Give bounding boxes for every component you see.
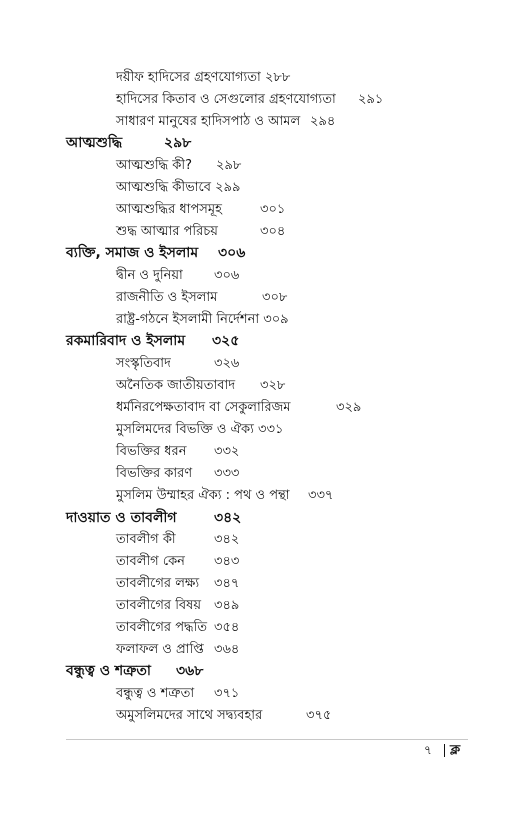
- toc-entry-title: হাদিসের কিতাব ও সেগুলোর গ্রহণযোগ্যতা: [116, 92, 336, 107]
- toc-section-page: ৩৪২: [214, 510, 242, 526]
- toc-entry-title: আত্মশুদ্ধি কী?: [116, 158, 192, 173]
- toc-section-page: ২৯৮: [164, 135, 192, 151]
- toc-section-page: ৩০৬: [218, 245, 246, 261]
- toc-entry-page: ৩৪৭: [214, 576, 240, 591]
- toc-entry-page: ৩৩৭: [308, 488, 334, 503]
- toc-entry-page: ৩০৮: [262, 290, 288, 305]
- toc-entry-title: তাবলীগের পদ্ধতি: [116, 620, 208, 635]
- toc-entry-title: অনৈতিক জাতীয়তাবাদ: [116, 378, 236, 393]
- page-number: ৭: [424, 743, 432, 757]
- toc-section-page: ৩৬৮: [176, 663, 204, 679]
- toc-entry-title: মুসলিম উম্মাহর ঐক্য : পথ ও পন্থা: [116, 488, 290, 503]
- toc-entry-page: ৩২৮: [260, 378, 286, 393]
- toc-section-page: ৩২৫: [212, 333, 240, 349]
- toc-entry-title: তাবলীগ কী: [116, 532, 176, 547]
- toc-entry-title: সাধারণ মানুষের হাদিসপাঠ ও আমল: [116, 114, 301, 129]
- toc-entry-page: ৩৪২: [214, 532, 240, 547]
- toc-entry-title: আত্মশুদ্ধির ধাপসমূহ: [116, 202, 222, 217]
- toc-entry-title: সংস্কৃতিবাদ: [116, 356, 171, 371]
- toc-entry-title: আত্মশুদ্ধি কীভাবে ২৯৯: [116, 180, 241, 195]
- toc-entry-title: মুসলিমদের বিভক্তি ও ঐক্য ৩৩১: [116, 422, 284, 437]
- toc-entry-page: ৩৭১: [214, 686, 240, 701]
- toc-entry-page: ২৯১: [358, 92, 384, 107]
- toc-entry-page: ৩৩২: [214, 444, 240, 459]
- toc-section-title: দাওয়াত ও তাবলীগ: [66, 510, 177, 526]
- toc-entry-title: ফলাফল ও প্রাপ্তি: [116, 642, 204, 657]
- toc-entry-page: ৩২৯: [336, 400, 362, 415]
- toc-entry-page: ৩৫৪: [214, 620, 240, 635]
- toc-entry-title: ধর্মনিরপেক্ষতাবাদ বা সেকুলারিজম: [116, 400, 291, 415]
- toc-entry-title: তাবলীগ কেন: [116, 554, 185, 569]
- toc-entry-title: দয়ীফ হাদিসের গ্রহণযোগ্যতা ২৮৮: [116, 70, 291, 85]
- toc-section-title: আত্মশুদ্ধি: [66, 135, 123, 151]
- toc-section-title: ব্যক্তি, সমাজ ও ইসলাম: [66, 245, 199, 261]
- toc-entry-page: ৩৪৩: [214, 554, 240, 569]
- toc-entry-title: শুদ্ধ আত্মার পরিচয়: [116, 224, 218, 239]
- toc-entry-title: বন্ধুত্ব ও শত্রুতা: [116, 686, 195, 701]
- toc-entry-title: বিভক্তির কারণ: [116, 466, 193, 481]
- toc-entry-title: বিভক্তির ধরন: [116, 444, 187, 459]
- toc-section-title: বন্ধুত্ব ও শত্রুতা: [66, 663, 151, 679]
- toc-entry-title: দ্বীন ও দুনিয়া: [116, 268, 183, 283]
- toc-entry-title: তাবলীগের বিষয়: [116, 598, 201, 613]
- toc-entry-page: ৩৭৫: [306, 708, 332, 723]
- toc-entry-page: ৩০৬: [214, 268, 240, 283]
- toc-entry-title: তাবলীগের লক্ষ্য: [116, 576, 200, 591]
- toc-entry-page: ৩৩৩: [214, 466, 240, 481]
- footer-separator: [444, 744, 445, 757]
- toc-entry-title: রাজনীতি ও ইসলাম: [116, 290, 218, 305]
- toc-entry-page: ৩২৬: [214, 356, 240, 371]
- page-footer: [420, 742, 474, 758]
- toc-entry-page: ৩০৪: [260, 224, 286, 239]
- toc-entry-title: অমুসলিমদের সাথে সদ্ব্যবহার: [116, 708, 263, 723]
- toc-entry-title: রাষ্ট্র-গঠনে ইসলামী নির্দেশনা ৩০৯: [116, 312, 289, 327]
- toc-entry-page: ৩০১: [260, 202, 286, 217]
- book-mark-glyph: ক্ল: [450, 743, 461, 758]
- footer-divider: [66, 739, 468, 740]
- toc-entry-page: ২৯৪: [310, 114, 336, 129]
- toc-entry-page: ৩৬৪: [214, 642, 240, 657]
- toc-entry-page: ৩৪৯: [214, 598, 240, 613]
- toc-section-title: রকমারিবাদ ও ইসলাম: [66, 333, 186, 349]
- toc-entry-page: ২৯৮: [216, 158, 242, 173]
